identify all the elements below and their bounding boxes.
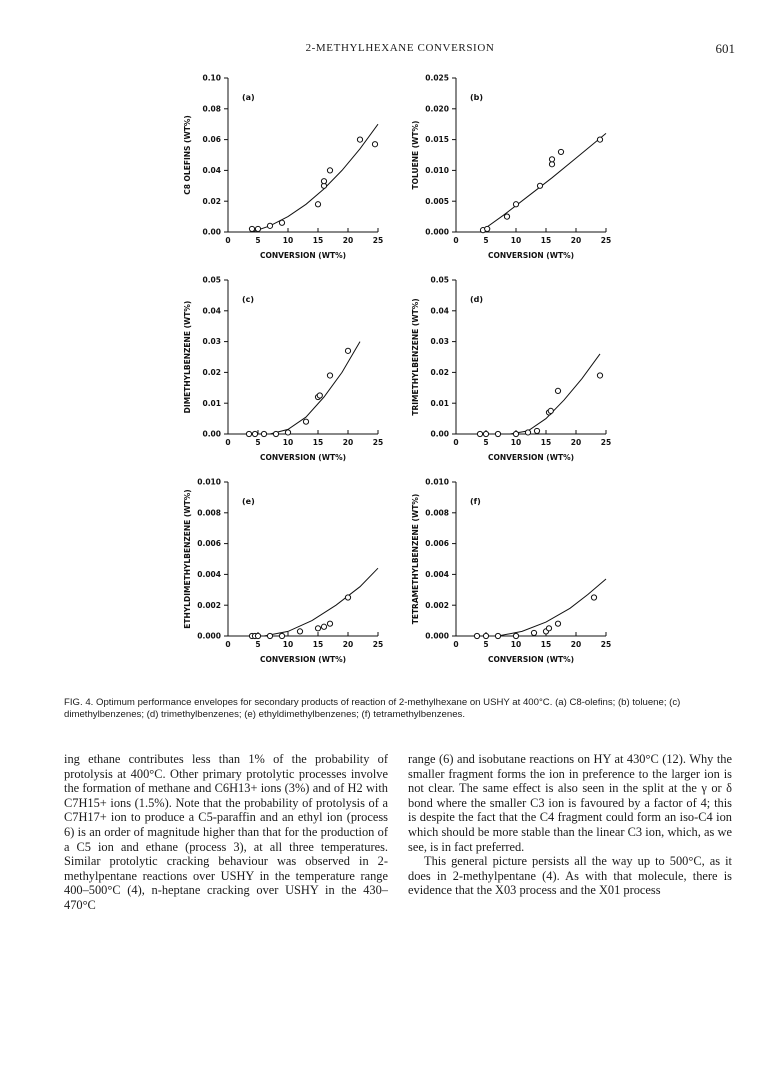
data-point bbox=[513, 633, 518, 638]
y-tick-label: 0.010 bbox=[197, 477, 221, 487]
data-point bbox=[474, 633, 479, 638]
panel-label: (c) bbox=[242, 295, 255, 304]
data-point bbox=[255, 226, 260, 231]
y-tick-label: 0.000 bbox=[425, 631, 449, 641]
x-tick-label: 5 bbox=[255, 236, 261, 245]
data-point bbox=[477, 431, 482, 436]
data-point bbox=[531, 630, 536, 635]
caption-lead: FIG. 4. bbox=[64, 697, 94, 708]
x-tick-label: 20 bbox=[570, 236, 582, 245]
data-point bbox=[372, 142, 377, 147]
body-paragraph: range (6) and isobutane reactions on HY at 430°C (12). Why the smaller fragment forms the ion in preference to the larger ion is not clear. The same effect is also seen in the split at the γ or δ bond where the smaller C3 ion is favoured by a factor of 4; this is despite the fact that the C4 fragment could form an iso-C4 ion which should be more stable than the linear C3 ion, which, as we see, is in fact preferred. bbox=[408, 752, 732, 854]
panel-label: (b) bbox=[470, 93, 484, 102]
data-point bbox=[315, 202, 320, 207]
x-tick-label: 0 bbox=[225, 640, 231, 649]
y-tick-label: 0.03 bbox=[202, 337, 221, 347]
data-point bbox=[327, 373, 332, 378]
y-tick-label: 0.04 bbox=[202, 306, 221, 316]
x-tick-label: 0 bbox=[225, 438, 231, 447]
y-tick-label: 0.01 bbox=[202, 398, 221, 408]
y-tick-label: 0.004 bbox=[425, 570, 449, 579]
x-tick-label: 10 bbox=[510, 236, 522, 245]
y-tick-label: 0.05 bbox=[430, 275, 449, 285]
data-point bbox=[327, 621, 332, 626]
x-tick-label: 5 bbox=[483, 438, 489, 447]
data-point bbox=[534, 428, 539, 433]
x-tick-label: 15 bbox=[540, 640, 552, 649]
x-tick-label: 0 bbox=[453, 438, 459, 447]
data-point bbox=[555, 621, 560, 626]
y-tick-label: 0.008 bbox=[425, 508, 449, 518]
y-tick-label: 0.010 bbox=[425, 166, 449, 175]
data-point bbox=[485, 226, 490, 231]
data-point bbox=[483, 431, 488, 436]
y-tick-label: 0.025 bbox=[425, 73, 449, 83]
envelope-curve bbox=[510, 354, 600, 434]
data-point bbox=[279, 633, 284, 638]
x-tick-label: 25 bbox=[372, 640, 384, 649]
x-axis-label: CONVERSION (WT%) bbox=[487, 251, 575, 260]
y-tick-label: 0.008 bbox=[197, 508, 221, 518]
y-tick-label: 0.04 bbox=[430, 306, 449, 316]
data-point bbox=[321, 179, 326, 184]
x-tick-label: 20 bbox=[570, 438, 582, 447]
y-axis-label: DIMETHYLBENZENE (WT%) bbox=[183, 300, 192, 414]
page-number: 601 bbox=[715, 41, 735, 56]
y-tick-label: 0.006 bbox=[425, 539, 449, 549]
y-axis-label: TOLUENE (WT%) bbox=[411, 120, 420, 190]
data-point bbox=[558, 149, 563, 154]
figure-caption bbox=[64, 697, 729, 721]
y-tick-label: 0.005 bbox=[425, 196, 449, 206]
y-tick-label: 0.04 bbox=[202, 166, 221, 175]
data-point bbox=[597, 373, 602, 378]
y-tick-label: 0.01 bbox=[430, 398, 449, 408]
y-tick-label: 0.02 bbox=[202, 196, 221, 206]
x-tick-label: 10 bbox=[510, 438, 522, 447]
y-tick-label: 0.06 bbox=[202, 135, 221, 145]
x-tick-label: 5 bbox=[483, 236, 489, 245]
envelope-curve bbox=[480, 133, 606, 232]
y-tick-label: 0.002 bbox=[197, 600, 221, 610]
data-point bbox=[246, 431, 251, 436]
running-title: 2-METHYLHEXANE CONVERSION bbox=[305, 42, 495, 54]
x-tick-label: 10 bbox=[510, 640, 522, 649]
x-tick-label: 0 bbox=[453, 640, 459, 649]
data-point bbox=[513, 431, 518, 436]
data-point bbox=[504, 214, 509, 219]
data-point bbox=[327, 168, 332, 173]
y-tick-label: 0.10 bbox=[202, 73, 221, 83]
data-point bbox=[513, 202, 518, 207]
data-point bbox=[483, 633, 488, 638]
x-tick-label: 15 bbox=[312, 640, 324, 649]
y-tick-label: 0.00 bbox=[202, 429, 221, 439]
data-point bbox=[546, 626, 551, 631]
data-point bbox=[303, 419, 308, 424]
data-point bbox=[495, 633, 500, 638]
y-axis-label: ETHYLDIMETHYLBENZENE (WT%) bbox=[183, 489, 192, 629]
data-point bbox=[249, 226, 254, 231]
data-point bbox=[255, 633, 260, 638]
data-point bbox=[357, 137, 362, 142]
x-tick-label: 20 bbox=[570, 640, 582, 649]
x-tick-label: 20 bbox=[342, 236, 354, 245]
panel-label: (d) bbox=[470, 295, 484, 304]
y-tick-label: 0.004 bbox=[197, 570, 221, 579]
x-tick-label: 25 bbox=[372, 438, 384, 447]
data-point bbox=[279, 220, 284, 225]
y-tick-label: 0.08 bbox=[202, 104, 221, 114]
data-point bbox=[597, 137, 602, 142]
data-point bbox=[273, 431, 278, 436]
y-tick-label: 0.00 bbox=[202, 227, 221, 237]
data-point bbox=[321, 624, 326, 629]
body-column-right bbox=[408, 752, 732, 898]
x-tick-label: 10 bbox=[282, 438, 294, 447]
data-point bbox=[549, 162, 554, 167]
data-point bbox=[537, 183, 542, 188]
y-tick-label: 0.010 bbox=[425, 477, 449, 487]
x-axis-label: CONVERSION (WT%) bbox=[487, 655, 575, 664]
y-axis-label: TETRAMETHYLBENZENE (WT%) bbox=[411, 493, 420, 625]
data-point bbox=[525, 430, 530, 435]
x-tick-label: 20 bbox=[342, 438, 354, 447]
x-tick-label: 10 bbox=[282, 640, 294, 649]
data-point bbox=[549, 157, 554, 162]
panel-label: (a) bbox=[242, 93, 255, 102]
y-tick-label: 0.00 bbox=[430, 429, 449, 439]
x-tick-label: 15 bbox=[540, 438, 552, 447]
x-tick-label: 15 bbox=[540, 236, 552, 245]
x-tick-label: 0 bbox=[453, 236, 459, 245]
envelope-curve bbox=[498, 579, 606, 636]
y-tick-label: 0.000 bbox=[425, 227, 449, 237]
caption-text: Optimum performance envelopes for secondary products of reaction of 2-methylhexane on USHY at 400°C. (a) C8-olefins; (b) toluene; (c) dimethylbenzenes; (d) trimethylbenzenes; (e) ethyldimethylbenzenes; (f) tetramethylbenzenes. bbox=[64, 697, 681, 720]
y-tick-label: 0.000 bbox=[197, 631, 221, 641]
data-point bbox=[315, 626, 320, 631]
data-point bbox=[591, 595, 596, 600]
x-tick-label: 20 bbox=[342, 640, 354, 649]
y-tick-label: 0.020 bbox=[425, 104, 449, 114]
envelope-curve bbox=[264, 568, 378, 636]
data-point bbox=[555, 388, 560, 393]
data-point bbox=[317, 393, 322, 398]
data-point bbox=[267, 633, 272, 638]
x-tick-label: 10 bbox=[282, 236, 294, 245]
x-axis-label: CONVERSION (WT%) bbox=[259, 251, 347, 260]
data-point bbox=[495, 431, 500, 436]
data-point bbox=[297, 629, 302, 634]
y-tick-label: 0.006 bbox=[197, 539, 221, 549]
x-tick-label: 15 bbox=[312, 236, 324, 245]
panel-label: (f) bbox=[470, 497, 481, 506]
envelope-curve bbox=[270, 342, 360, 434]
y-tick-label: 0.03 bbox=[430, 337, 449, 347]
x-tick-label: 25 bbox=[600, 438, 612, 447]
x-tick-label: 5 bbox=[483, 640, 489, 649]
y-tick-label: 0.05 bbox=[202, 275, 221, 285]
x-axis-label: CONVERSION (WT%) bbox=[487, 453, 575, 462]
data-point bbox=[345, 595, 350, 600]
body-paragraph: This general picture persists all the way up to 500°C, as it does in 2-methylpentane (4). As with that molecule, there is evidence that the X03 process and the X01 process bbox=[408, 854, 732, 898]
x-tick-label: 25 bbox=[372, 236, 384, 245]
body-paragraph: ing ethane contributes less than 1% of the probability of protolysis at 400°C. Other primary protolytic processes involve the formation of methane and C6H13+ ions (3%) and of H2 with C7H15+ ions (1.5%). Note that the probability of protolysis of a C7H17+ ion to produce a C5-paraffin and an ethyl ion (process 6) is an order of magnitude higher than that for the production of a C5 ion and ethane (process 3), at all three temperatures. Similar protolytic cracking behaviour was observed in 2-methylpentane reactions over USHY in the temperature range 400–500°C (4), n-heptane cracking over USHY in the 430–470°C bbox=[64, 752, 388, 912]
panel-label: (e) bbox=[242, 497, 255, 506]
x-tick-label: 5 bbox=[255, 640, 261, 649]
data-point bbox=[252, 431, 257, 436]
y-tick-label: 0.015 bbox=[425, 135, 449, 145]
data-point bbox=[548, 408, 553, 413]
body-column-left bbox=[64, 752, 388, 913]
y-tick-label: 0.02 bbox=[430, 368, 449, 377]
y-tick-label: 0.02 bbox=[202, 368, 221, 377]
x-tick-label: 0 bbox=[225, 236, 231, 245]
data-point bbox=[345, 348, 350, 353]
x-tick-label: 25 bbox=[600, 640, 612, 649]
x-axis-label: CONVERSION (WT%) bbox=[259, 453, 347, 462]
y-axis-label: TRIMETHYLBENZENE (WT%) bbox=[411, 298, 420, 416]
data-point bbox=[261, 431, 266, 436]
data-point bbox=[267, 223, 272, 228]
data-point bbox=[285, 430, 290, 435]
y-axis-label: C8 OLEFINS (WT%) bbox=[183, 115, 192, 195]
y-tick-label: 0.002 bbox=[425, 600, 449, 610]
x-tick-label: 25 bbox=[600, 236, 612, 245]
x-tick-label: 15 bbox=[312, 438, 324, 447]
x-tick-label: 5 bbox=[255, 438, 261, 447]
x-axis-label: CONVERSION (WT%) bbox=[259, 655, 347, 664]
